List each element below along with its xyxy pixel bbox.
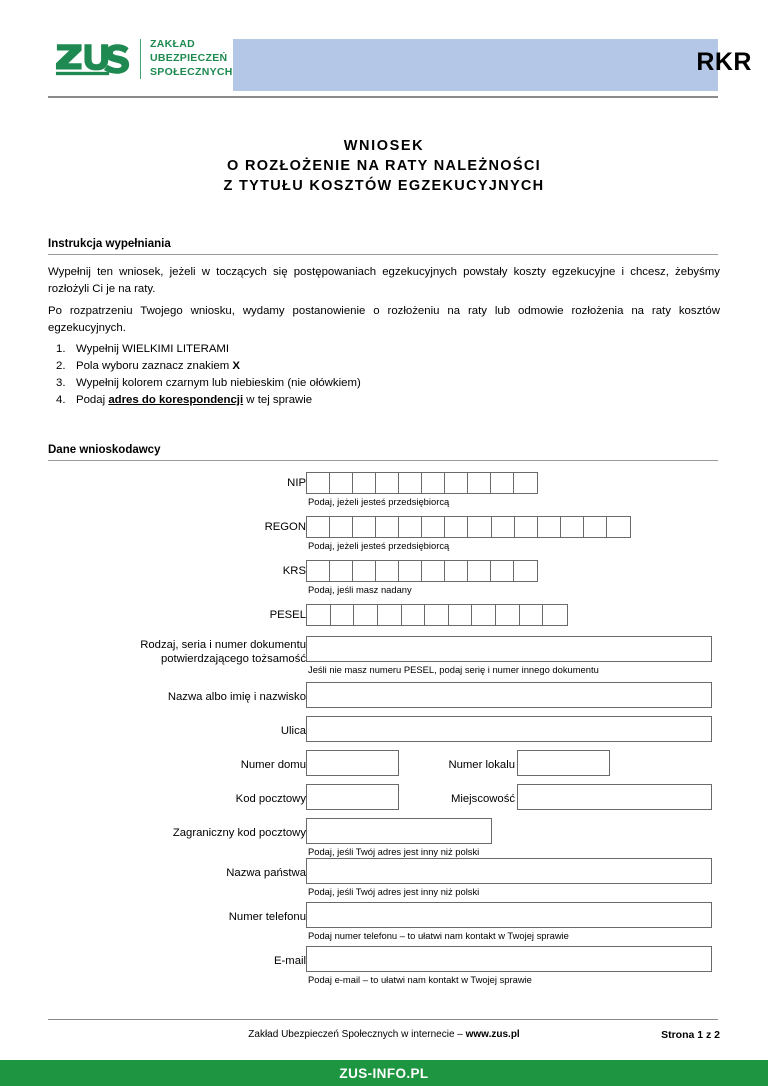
identity-document-label	[46, 638, 306, 666]
char-cell[interactable]	[307, 517, 330, 537]
instructions-heading	[48, 238, 718, 255]
foreign-postal-code-hint: Podaj, jeśli Twój adres jest inny niż polski	[308, 846, 480, 857]
char-cell[interactable]	[514, 561, 537, 581]
char-cell[interactable]	[520, 605, 544, 625]
char-cell[interactable]	[376, 517, 399, 537]
brand-bar	[0, 1060, 768, 1086]
brand-bar-text: ZUS-INFO.PL	[339, 1065, 429, 1081]
char-cell[interactable]	[468, 517, 491, 537]
instruction-text: Podaj adres do korespondencji w tej sprawie	[76, 394, 313, 406]
char-cell[interactable]	[425, 605, 449, 625]
header-blue-band	[233, 39, 718, 91]
email-label: E-mail	[273, 955, 306, 967]
email-input[interactable]	[306, 946, 712, 972]
name-label: Nazwa albo imię i nazwisko	[167, 691, 306, 703]
char-cell[interactable]	[399, 517, 422, 537]
title-line-3: Z TYTUŁU KOSZTÓW EGZEKUCYJNYCH	[223, 178, 545, 194]
logo-text-line-3: SPOŁECZNYCH	[150, 65, 233, 78]
street-label: Ulica	[280, 725, 306, 737]
instruction-item	[56, 341, 716, 358]
instruction-number: 2.	[56, 360, 66, 372]
country-hint: Podaj, jeśli Twój adres jest inny niż polski	[308, 886, 480, 897]
char-cell[interactable]	[307, 473, 330, 493]
char-cell[interactable]	[331, 605, 355, 625]
char-cell[interactable]	[491, 561, 514, 581]
char-cell[interactable]	[491, 473, 514, 493]
zus-logo-block	[55, 38, 233, 80]
char-cell[interactable]	[422, 561, 445, 581]
house-number-input[interactable]	[306, 750, 399, 776]
krs-hint: Podaj, jeśli masz nadany	[308, 584, 412, 595]
instructions-heading-text: Instrukcja wypełniania	[48, 238, 171, 250]
instructions-paragraph-2: Po rozpatrzeniu Twojego wniosku, wydamy postanowienie o rozłożeniu na raty lub odmowie rozłożenia na raty kosztów egzekucyjnych.	[48, 305, 720, 334]
char-cell[interactable]	[376, 473, 399, 493]
footer-note-text: Zakład Ubezpieczeń Społecznych w internecie –	[248, 1029, 466, 1040]
char-cell[interactable]	[399, 473, 422, 493]
regon-input[interactable]	[306, 516, 631, 538]
country-input[interactable]	[306, 858, 712, 884]
char-cell[interactable]	[584, 517, 607, 537]
char-cell[interactable]	[307, 561, 330, 581]
nip-label: NIP	[287, 477, 306, 489]
char-cell[interactable]	[468, 473, 491, 493]
instruction-item	[56, 358, 716, 375]
char-cell[interactable]	[538, 517, 561, 537]
instruction-number: 4.	[56, 394, 66, 406]
char-cell[interactable]	[449, 605, 473, 625]
phone-label: Numer telefonu	[228, 911, 306, 923]
applicant-section-heading	[48, 444, 718, 461]
title-line-2: O ROZŁOŻENIE NA RATY NALEŻNOŚCI	[227, 158, 541, 174]
identity-document-hint: Jeśli nie masz numeru PESEL, podaj serię i numer innego dokumentu	[308, 664, 599, 675]
logo-divider	[140, 39, 141, 79]
char-cell[interactable]	[330, 473, 353, 493]
char-cell[interactable]	[330, 561, 353, 581]
nip-input[interactable]	[306, 472, 538, 494]
form-code-label: RKR	[696, 48, 752, 76]
identity-document-label-line-1: Rodzaj, seria i numer dokumentu	[140, 639, 306, 651]
instructions-paragraph-1: Wypełnij ten wniosek, jeżeli w toczących się postępowaniach egzekucyjnych powstały koszty egzekucyjne i chcesz, żebyśmy rozłożyli Ci je na raty.	[48, 266, 720, 295]
instruction-text: Wypełnij WIELKIMI LITERAMI	[76, 343, 230, 355]
char-cell[interactable]	[353, 517, 376, 537]
char-cell[interactable]	[353, 473, 376, 493]
char-cell[interactable]	[330, 517, 353, 537]
title-line-1: WNIOSEK	[343, 138, 425, 154]
char-cell[interactable]	[496, 605, 520, 625]
char-cell[interactable]	[472, 605, 496, 625]
page-header	[0, 0, 768, 100]
char-cell[interactable]	[353, 561, 376, 581]
identity-document-input[interactable]	[306, 636, 712, 662]
regon-label: REGON	[264, 521, 306, 533]
postal-code-label: Kod pocztowy	[235, 793, 306, 805]
zus-logo-icon	[55, 41, 131, 77]
country-label: Nazwa państwa	[226, 867, 306, 879]
char-cell[interactable]	[307, 605, 331, 625]
char-cell[interactable]	[543, 605, 567, 625]
identity-document-label-line-2: potwierdzającego tożsamość	[160, 653, 306, 665]
char-cell[interactable]	[422, 517, 445, 537]
char-cell[interactable]	[445, 561, 468, 581]
char-cell[interactable]	[445, 473, 468, 493]
char-cell[interactable]	[354, 605, 378, 625]
pesel-input[interactable]	[306, 604, 568, 626]
house-number-label: Numer domu	[240, 759, 306, 771]
city-input[interactable]	[517, 784, 712, 810]
instruction-number: 1.	[56, 343, 66, 355]
page-title	[0, 136, 768, 196]
char-cell[interactable]	[445, 517, 468, 537]
zus-logo-text	[150, 38, 233, 80]
char-cell[interactable]	[514, 473, 537, 493]
instruction-item	[56, 375, 716, 392]
name-input[interactable]	[306, 682, 712, 708]
applicant-section-heading-rule	[48, 460, 718, 461]
char-cell[interactable]	[468, 561, 491, 581]
char-cell[interactable]	[492, 517, 515, 537]
phone-hint: Podaj numer telefonu – to ułatwi nam kontakt w Twojej sprawie	[308, 930, 569, 941]
footer-divider-rule	[48, 1019, 718, 1020]
email-hint: Podaj e-mail – to ułatwi nam kontakt w Twojej sprawie	[308, 974, 532, 985]
char-cell[interactable]	[378, 605, 402, 625]
instructions-heading-rule	[48, 254, 718, 255]
krs-input[interactable]	[306, 560, 538, 582]
postal-code-input[interactable]	[306, 784, 399, 810]
nip-hint: Podaj, jeżeli jesteś przedsiębiorcą	[308, 496, 450, 507]
instruction-item	[56, 392, 716, 409]
char-cell[interactable]	[376, 561, 399, 581]
krs-label: KRS	[282, 565, 306, 577]
regon-hint: Podaj, jeżeli jesteś przedsiębiorcą	[308, 540, 450, 551]
applicant-section-heading-text: Dane wnioskodawcy	[48, 444, 161, 456]
logo-text-line-1: ZAKŁAD	[150, 38, 195, 50]
char-cell[interactable]	[399, 561, 422, 581]
pesel-label: PESEL	[269, 609, 306, 621]
instructions-list	[56, 341, 716, 409]
instruction-text: Wypełnij kolorem czarnym lub niebieskim (nie ołówkiem)	[76, 377, 361, 389]
footer-website-link[interactable]: www.zus.pl	[465, 1029, 520, 1040]
flat-number-input[interactable]	[517, 750, 610, 776]
footer-note	[0, 1029, 768, 1040]
instruction-text: Pola wyboru zaznacz znakiem X	[76, 360, 240, 372]
street-input[interactable]	[306, 716, 712, 742]
char-cell[interactable]	[422, 473, 445, 493]
char-cell[interactable]	[607, 517, 630, 537]
char-cell[interactable]	[402, 605, 426, 625]
char-cell[interactable]	[515, 517, 538, 537]
city-label: Miejscowość	[450, 793, 515, 805]
foreign-postal-code-input[interactable]	[306, 818, 492, 844]
logo-text-line-2: UBEZPIECZEŃ	[150, 51, 228, 64]
instruction-number: 3.	[56, 377, 66, 389]
char-cell[interactable]	[561, 517, 584, 537]
flat-number-label: Numer lokalu	[448, 759, 515, 771]
header-divider-rule	[48, 96, 718, 98]
page-indicator: Strona 1 z 2	[661, 1029, 720, 1041]
phone-input[interactable]	[306, 902, 712, 928]
foreign-postal-code-label: Zagraniczny kod pocztowy	[172, 827, 306, 839]
